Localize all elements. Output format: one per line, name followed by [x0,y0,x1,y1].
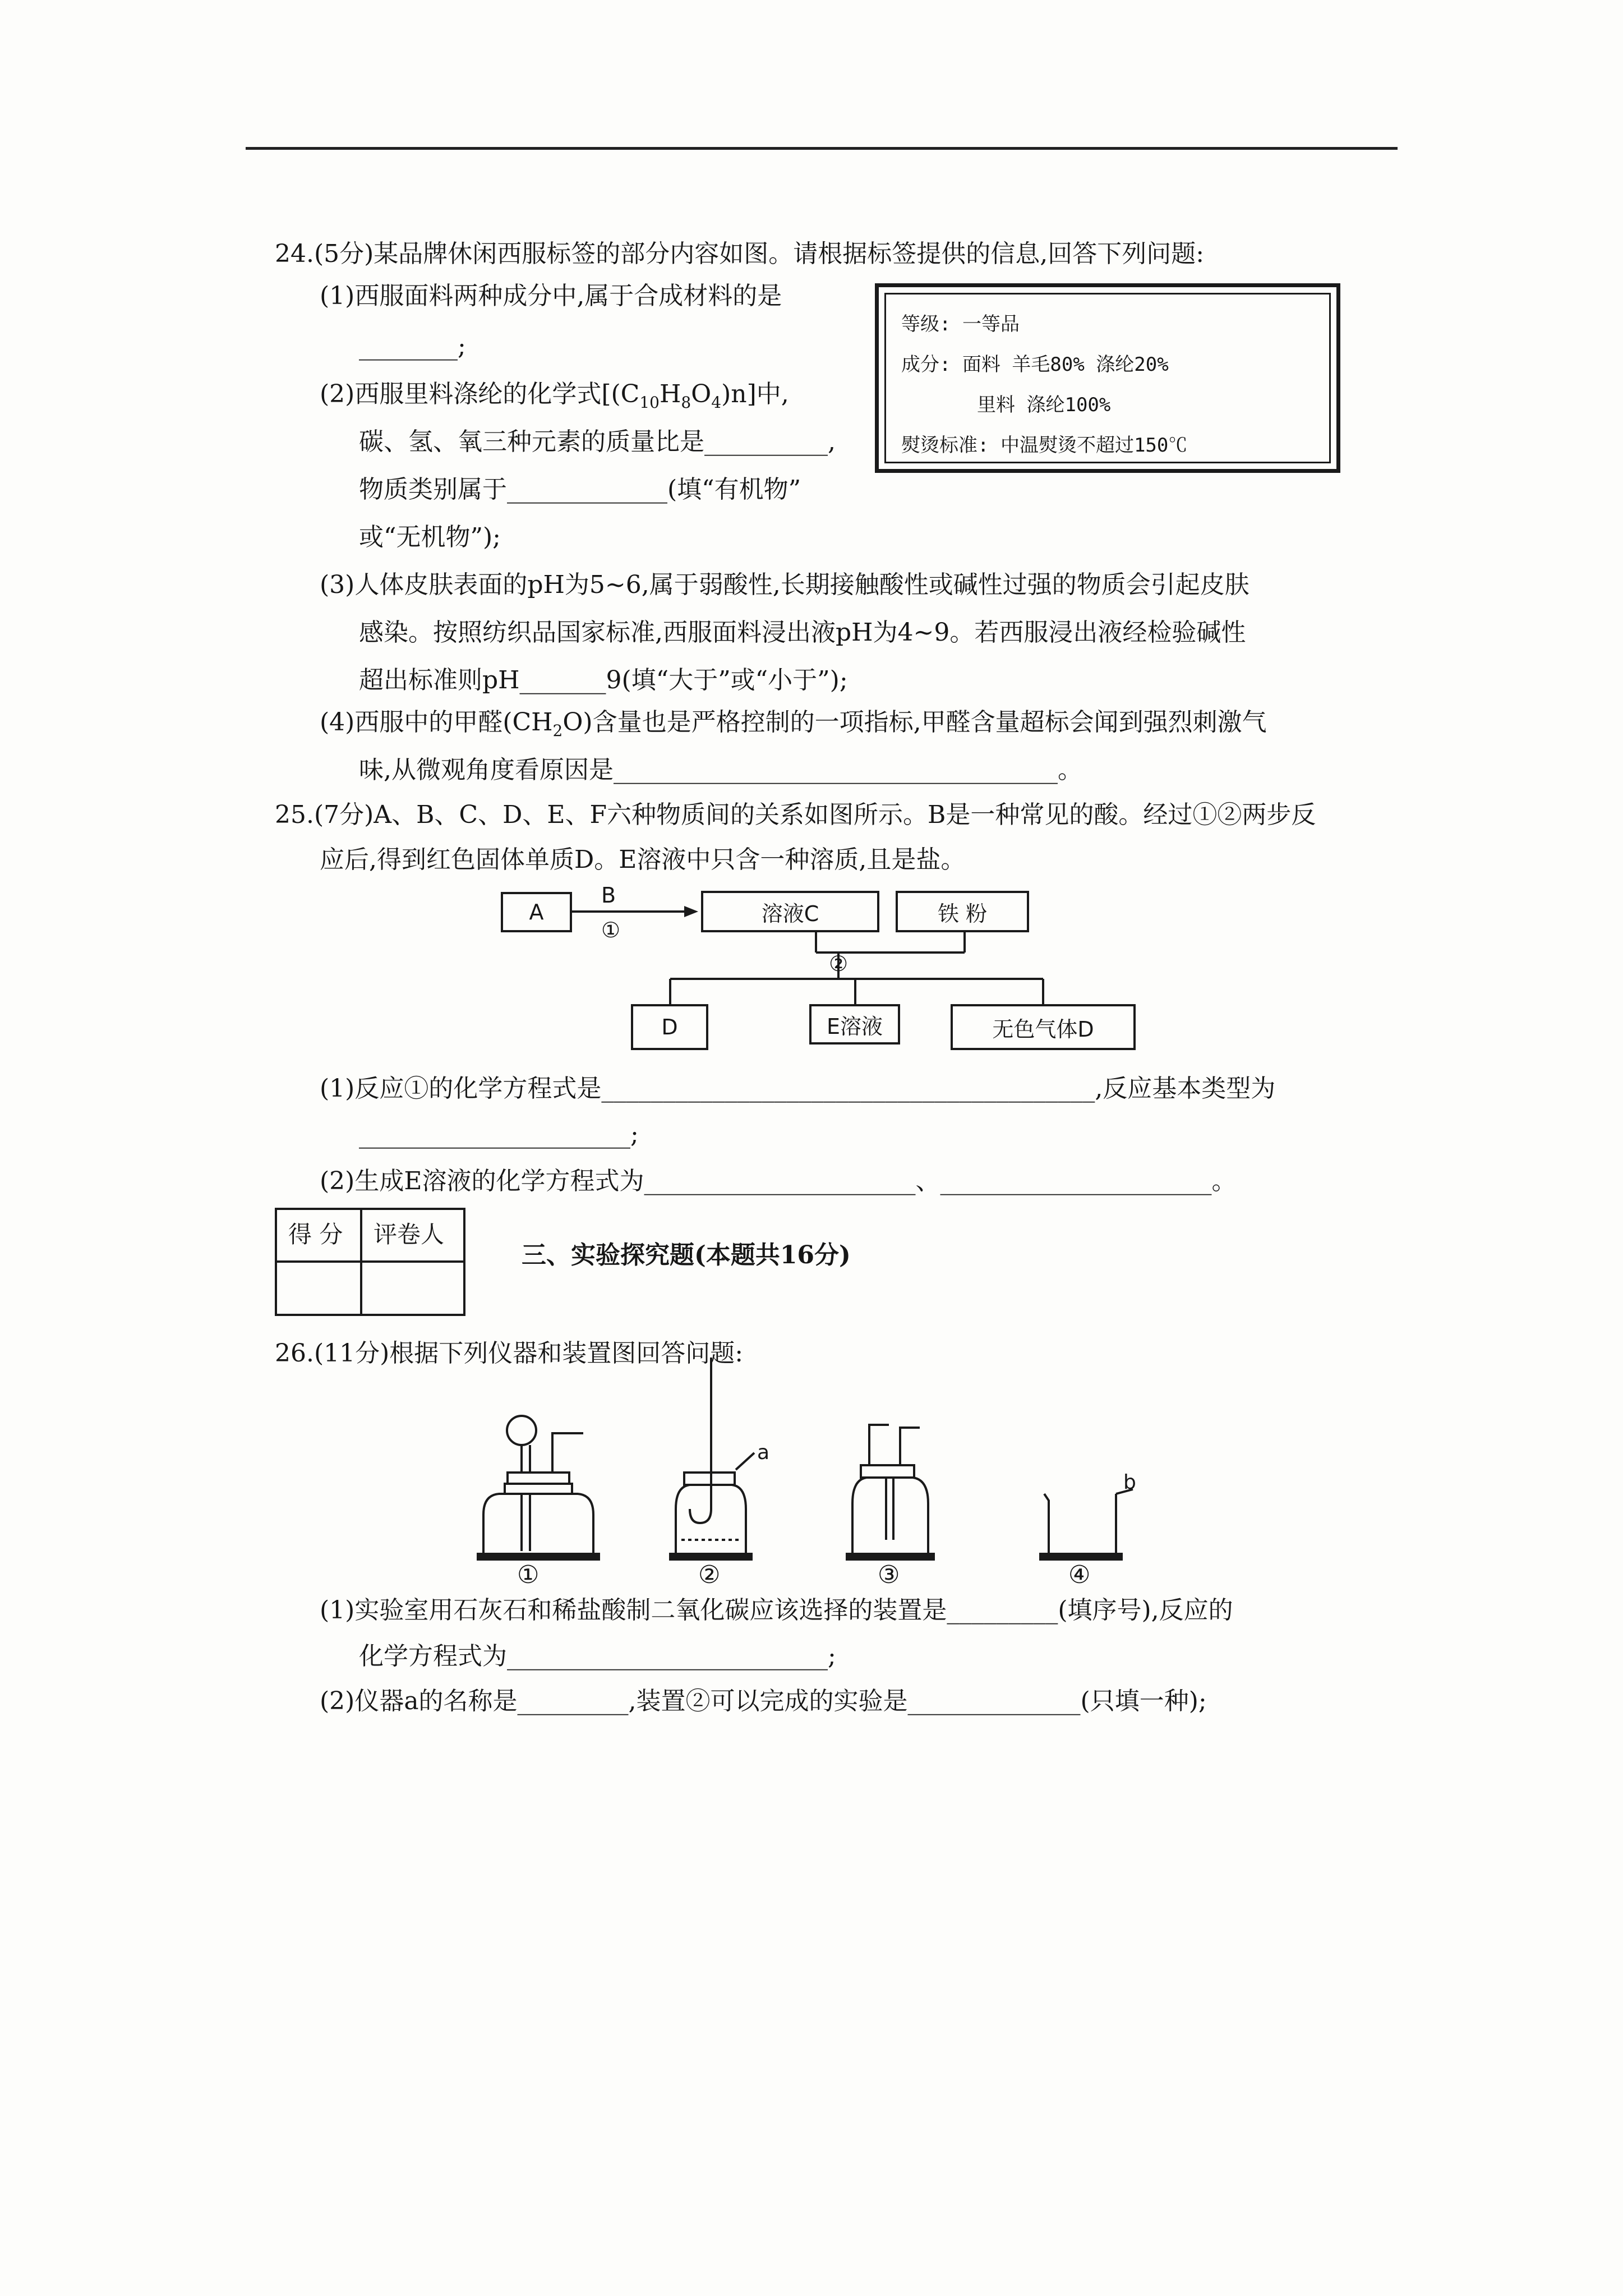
q24-stem: 24.(5分)某品牌休闲西服标签的部分内容如图。请根据标签提供的信息,回答下列问题: [275,240,1205,268]
q25-part1-line2: ______________________; [359,1120,639,1149]
q24-part2-class: 物质类别属于_____________(填“有机物” [359,475,801,504]
q24-part3-line3: 超出标准则pH_______9(填“大于”或“小于”); [359,666,848,694]
q24-part4-line2: 味,从微观角度看原因是____________________________________。 [359,756,1082,784]
q24-part3-line1: (3)人体皮肤表面的pH为5~6,属于弱酸性,长期接触酸性或碱性过强的物质会引起皮肤 [320,570,1249,599]
q24-part2-formula [320,379,789,418]
q25-stem-line2: 应后,得到红色固体单质D。E溶液中只含一种溶质,且是盐。 [320,845,966,874]
score-table-hline [277,1260,463,1263]
apparatus-number-1: ① [517,1561,540,1589]
formula-sub-10: 10 [639,393,660,412]
q24-part2-options: 或“无机物”); [359,523,501,551]
flow-node-iron-powder: 铁 粉 [896,891,1029,932]
apparatus-label-a: a [757,1441,770,1464]
apparatus-1-bottle [478,1416,599,1559]
part4-pre: (4)西服中的甲醛(CH [320,708,553,737]
score-header: 得 分 [288,1221,343,1248]
part4-post: O)含量也是严格控制的一项指标,甲醛含量超标会闻到强烈刺激气 [562,708,1267,737]
apparatus-4-beaker [1040,1489,1133,1559]
formula-sub-8: 8 [681,393,691,412]
formula-pre: (2)西服里料涤纶的化学式[(C [320,380,640,408]
q24-part3-line2: 感染。按照纺织品国家标准,西服面料浸出液pH为4~9。若西服浸出液经检验碱性 [359,618,1246,647]
label-lining: 里料 涤纶100% [977,394,1111,416]
flow-node-d: D [631,1004,708,1050]
q24-part1-blank: ________; [359,332,466,361]
part4-sub: 2 [552,721,563,740]
flow-node-solution-e: E溶液 [809,1004,900,1045]
flow-node-colorless-gas: 无色气体D [951,1004,1136,1050]
flow-step-2: ② [829,951,849,976]
q25-part2: (2)生成E溶液的化学方程式为______________________、______________________。 [320,1167,1237,1195]
formula-h: H [659,380,681,408]
top-rule [246,147,1398,150]
q25-part1-line1: (1)反应①的化学方程式是________________________________________,反应基本类型为 [320,1074,1276,1103]
garment-label-card [875,283,1340,473]
apparatus-number-4: ④ [1068,1561,1091,1589]
apparatus-3-bottle [847,1425,934,1559]
flow-node-solution-c: 溶液C [701,891,879,932]
label-composition: 成分: 面料 羊毛80% 涤纶20% [901,353,1169,376]
label-grade: 等级: 一等品 [901,313,1020,335]
formula-o: O [691,380,712,408]
formula-sub-4: 4 [711,393,722,412]
apparatus-number-2: ② [698,1561,721,1589]
q26-part1-line1: (1)实验室用石灰石和稀盐酸制二氧化碳应该选择的装置是_________(填序号),反应的 [320,1596,1233,1625]
q26-stem: 26.(11分)根据下列仪器和装置图回答问题: [275,1339,744,1368]
formula-post: )n]中, [721,380,789,408]
flow-node-a: A [501,892,572,932]
q24-part2-ratio: 碳、氢、氧三种元素的质量比是__________, [359,427,836,456]
score-table [275,1208,465,1316]
apparatus-2-bottle [670,1358,754,1559]
q25-stem-line1: 25.(7分)A、B、C、D、E、F六种物质间的关系如图所示。B是一种常见的酸。经过①②两步反 [275,800,1316,829]
q26-part1-line2: 化学方程式为__________________________; [359,1642,836,1671]
label-ironing: 熨烫标准: 中温熨烫不超过150℃ [901,434,1188,457]
grader-header: 评卷人 [374,1221,445,1248]
section3-title: 三、实验探究题(本题共16分) [522,1241,851,1269]
q24-part1: (1)西服面料两种成分中,属于合成材料的是 [320,282,782,310]
apparatus-number-3: ③ [878,1561,900,1589]
q24-part4-line1 [320,707,1267,747]
q26-part2: (2)仪器a的名称是_________,装置②可以完成的实验是______________(只填一种); [320,1687,1207,1715]
flow-step-1: ① [601,918,621,942]
apparatus-label-b: b [1123,1471,1136,1494]
flow-label-b: B [601,883,616,908]
